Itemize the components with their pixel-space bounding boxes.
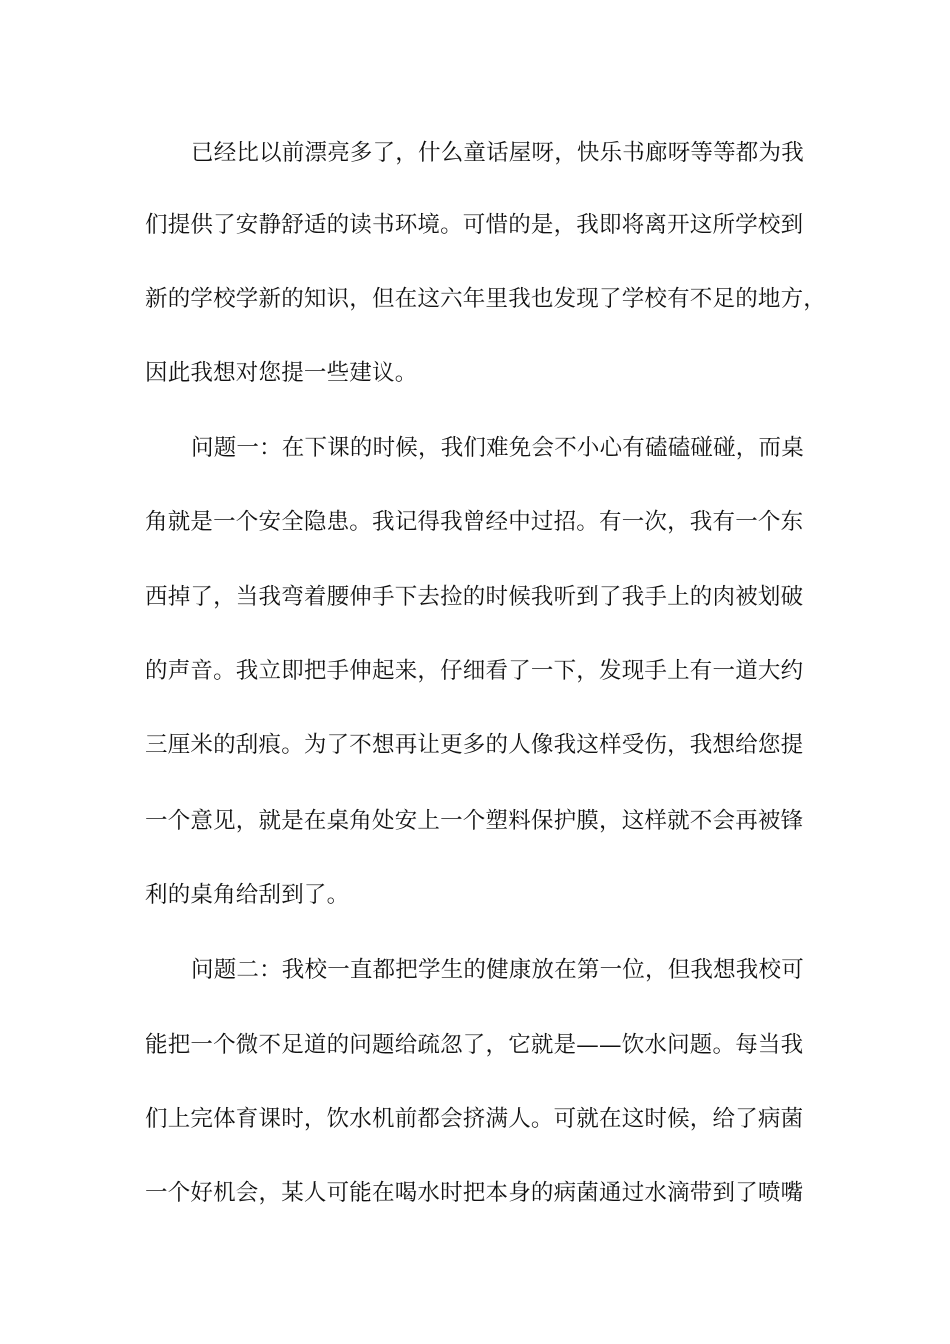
paragraph-2-line-5: 三厘米的刮痕。为了不想再让更多的人像我这样受伤，我想给您提 [145,732,804,758]
paragraph-2-line-1: 问题一：在下课的时候，我们难免会不小心有磕磕碰碰，而桌 [191,435,804,461]
paragraph-3-line-2: 能把一个微不足道的问题给疏忽了，它就是——饮水问题。每当我 [145,1032,804,1058]
paragraph-2-line-4: 的声音。我立即把手伸起来，仔细看了一下，发现手上有一道大约 [145,658,804,684]
paragraph-1-line-3: 新的学校学新的知识，但在这六年里我也发现了学校有不足的地方， [145,286,827,312]
paragraph-2-line-6: 一个意见，就是在桌角处安上一个塑料保护膜，这样就不会再被锋 [145,808,804,834]
paragraph-3-line-3: 们上完体育课时，饮水机前都会挤满人。可就在这时候，给了病菌 [145,1106,804,1132]
paragraph-1-line-2: 们提供了安静舒适的读书环境。可惜的是，我即将离开这所学校到 [145,212,804,238]
paragraph-2-line-2: 角就是一个安全隐患。我记得我曾经中过招。有一次，我有一个东 [145,509,804,535]
paragraph-2-line-3: 西掉了，当我弯着腰伸手下去捡的时候我听到了我手上的肉被划破 [145,584,804,610]
paragraph-3-line-1: 问题二：我校一直都把学生的健康放在第一位，但我想我校可 [191,957,804,983]
paragraph-1-line-4: 因此我想对您提一些建议。 [145,360,418,386]
paragraph-2-line-7: 利的桌角给刮到了。 [145,882,350,908]
paragraph-1-line-1: 已经比以前漂亮多了，什么童话屋呀，快乐书廊呀等等都为我 [191,140,804,166]
paragraph-3-line-4: 一个好机会，某人可能在喝水时把本身的病菌通过水滴带到了喷嘴 [145,1180,804,1206]
